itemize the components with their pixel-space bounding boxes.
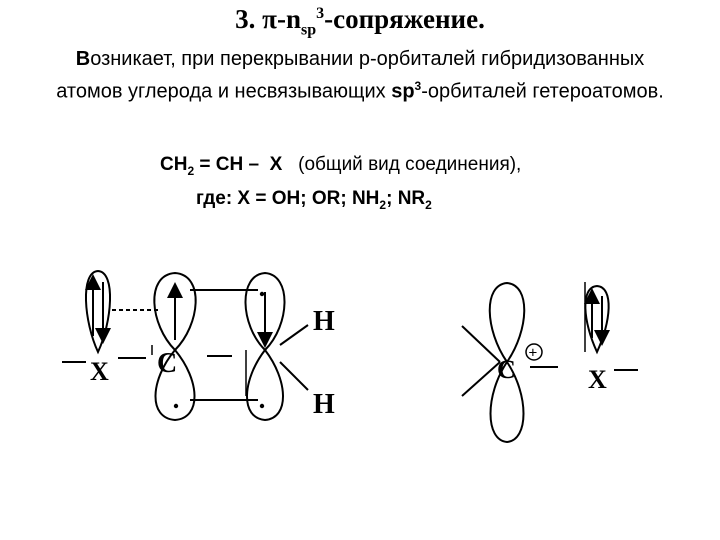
where-mid: ; NR bbox=[386, 188, 426, 209]
x-right-label: X bbox=[588, 365, 607, 394]
x-right-lone-pair-orbital bbox=[585, 286, 608, 352]
left-conjugation-scheme bbox=[62, 271, 335, 420]
carbocation-bond-up bbox=[462, 326, 500, 362]
formula-rest: = CH – X bbox=[194, 154, 283, 175]
c1-dot bbox=[174, 404, 178, 408]
title-superscript: 3 bbox=[316, 5, 325, 22]
intro-superscript: 3 bbox=[414, 79, 422, 93]
intro-text: озникает, при перекрывании р-орбиталей гибридизованных атомов углерода и несвязывающих bbox=[56, 48, 645, 103]
where-subscript-1: 2 bbox=[379, 197, 387, 212]
right-charge-scheme bbox=[462, 282, 638, 442]
formula-note: (общий вид соединения), bbox=[298, 154, 522, 175]
intro-text-end: -орбиталей гетероатомов. bbox=[421, 80, 664, 103]
ch-bond-bottom bbox=[280, 362, 308, 390]
title-suffix: -сопряжение. bbox=[324, 4, 485, 34]
c2-dot-bottom bbox=[260, 404, 264, 408]
c2-p-orbital-bottom bbox=[247, 350, 283, 420]
h-top-label: H bbox=[313, 306, 335, 337]
title-subscript: sp bbox=[300, 21, 317, 39]
intro-first-letter: В bbox=[75, 48, 91, 70]
carbocation-c-label: C bbox=[497, 355, 516, 384]
formula-ch: CH bbox=[160, 154, 188, 175]
carbocation-p-orbital-top bbox=[490, 283, 525, 362]
ch-bond-top bbox=[280, 325, 308, 345]
where-text: где: X = OH; OR; NH bbox=[196, 188, 380, 209]
where-subscript-2: 2 bbox=[425, 197, 432, 212]
intro-sp: sp bbox=[391, 80, 415, 103]
c2-dot-top bbox=[260, 292, 264, 296]
x-lone-pair-orbital bbox=[86, 271, 110, 352]
x-label: X bbox=[90, 357, 109, 386]
formula-subscript: 2 bbox=[187, 163, 195, 178]
h-bottom-label: H bbox=[313, 389, 335, 420]
c1-label: C bbox=[157, 348, 178, 379]
positive-charge-sign: + bbox=[528, 344, 538, 362]
title-text: 3. π-n bbox=[235, 4, 301, 34]
